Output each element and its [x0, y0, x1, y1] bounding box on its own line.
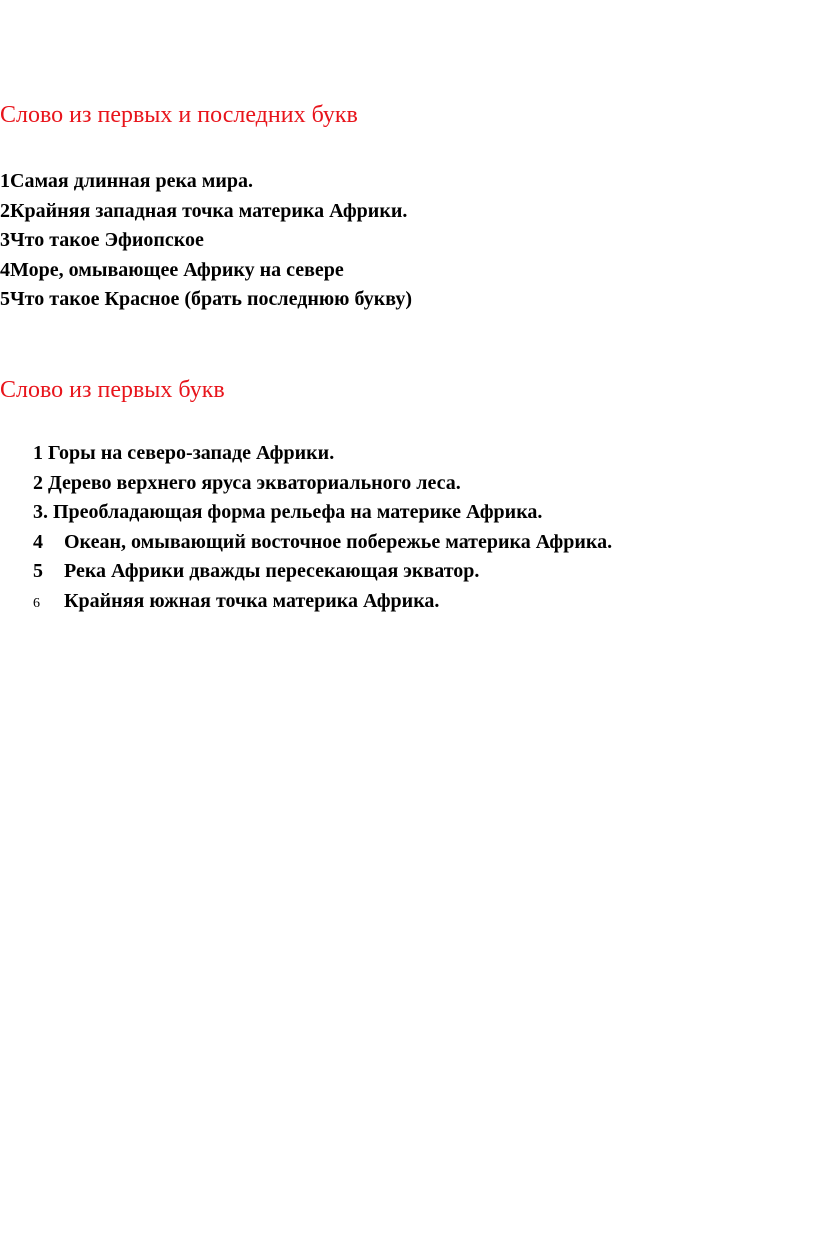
section1-list	[0, 167, 412, 315]
item-text: Преобладающая форма рельефа на материке Африка.	[53, 501, 543, 523]
section1-item: 2Крайняя западная точка материка Африки.	[0, 199, 408, 222]
item-number: 4	[33, 530, 43, 553]
item-text: Дерево верхнего яруса экваториального леса.	[48, 471, 461, 494]
section2-item	[33, 528, 612, 558]
section1-item: 3Что такое Эфиопское	[0, 229, 204, 251]
item-number: 5	[33, 560, 43, 582]
section2-item	[33, 469, 612, 499]
section2-item	[33, 498, 612, 528]
section2-item	[33, 439, 612, 469]
item-number: 2	[33, 471, 43, 494]
item-text: Крайняя южная точка материка Африка.	[64, 589, 440, 612]
item-number: 3.	[33, 501, 48, 523]
section1-item: 4Море, омывающее Африку на севере	[0, 258, 344, 281]
item-number: 1	[33, 442, 43, 464]
section2-item	[33, 587, 612, 617]
section2-title: Слово из первых букв	[0, 377, 225, 403]
item-number: 6	[33, 595, 40, 611]
section2-list	[33, 439, 612, 616]
section1-item: 5Что такое Красное (брать последнюю букву)	[0, 288, 412, 310]
section1-title: Слово из первых и последних букв	[0, 102, 358, 128]
section1-item: 1Самая длинная река мира.	[0, 170, 253, 192]
item-text: Река Африки дважды пересекающая экватор.	[64, 560, 480, 582]
item-text: Горы на северо-западе Африки.	[48, 442, 335, 464]
item-text: Океан, омывающий восточное побережье материка Африка.	[64, 530, 613, 553]
section2-item	[33, 557, 612, 587]
